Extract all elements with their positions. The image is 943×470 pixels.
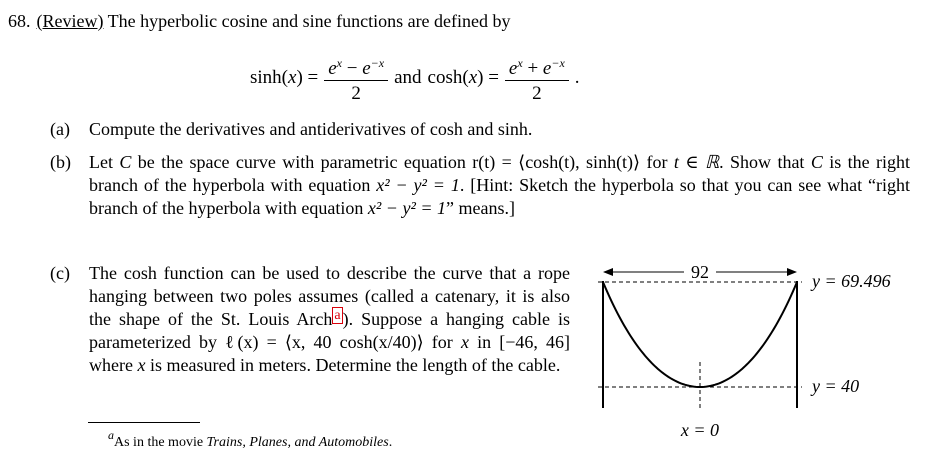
problem-number: 68. <box>8 11 31 31</box>
axis-label: x = 0 <box>680 420 720 440</box>
parametric-equation: r(t) = ⟨cosh(t), sinh(t)⟩ <box>472 152 641 172</box>
cosh-lhs: cosh(x) = <box>427 67 499 88</box>
footnote: $^a$As in the movie Trains, Planes, and Automobiles. <box>108 428 393 450</box>
part-a-text: Compute the derivatives and antiderivatives of cosh and sinh. <box>89 119 533 139</box>
part-c-label: (c) <box>50 263 70 283</box>
top-height-label: y = 69.496 <box>812 271 891 291</box>
part-b-label: (b) <box>50 152 71 172</box>
bottom-height-label: y = 40 <box>812 376 860 396</box>
footnote-reference[interactable]: a <box>334 308 341 323</box>
sinh-fraction: $\frac{e^x - e^{-x}}{2}$ <box>324 52 388 105</box>
sinh-lhs: sinh(x) = <box>250 67 319 88</box>
part-a-label: (a) <box>50 119 70 139</box>
part-c-text: The cosh function can be used to describe the curve that a rope hanging between two poles assumes (called a catenary, it is also the shape of the St. Louis Arch $^a$ ). Suppose a hanging cable is parameterized by ℓ(x) = ⟨x, 40 cosh(x/40)⟩ for x in [−46, 46] where x is measured in meters. Determine the length of the cable. <box>89 263 570 375</box>
cosh-fraction: $\frac{e^x + e^{-x}}{2}$ <box>505 52 569 105</box>
width-label: 92 <box>691 262 709 282</box>
equation-period: . <box>574 67 580 88</box>
problem-intro: The hyperbolic cosine and sine functions are defined by <box>103 11 511 31</box>
hyperbola-equation: x² − y² = 1 <box>376 175 460 195</box>
and-word: and <box>394 67 422 88</box>
movie-title: Trains, Planes, and Automobiles <box>206 435 389 450</box>
cable-parameterization: ℓ(x) = ⟨x, 40 cosh(x/40)⟩ <box>225 332 424 352</box>
review-link[interactable]: (Review) <box>36 11 104 31</box>
part-b-text: Let C be the space curve with parametric equation r(t) = ⟨cosh(t), sinh(t)⟩ for t ∈ ℝ. Show that C is the right branch of the hyperbola with equation x² − y² = 1. [Hint: Sketch the hyperbola so that you can see what “right branch of the hyperbola with equation x² − y² = 1” means.] <box>89 152 910 218</box>
